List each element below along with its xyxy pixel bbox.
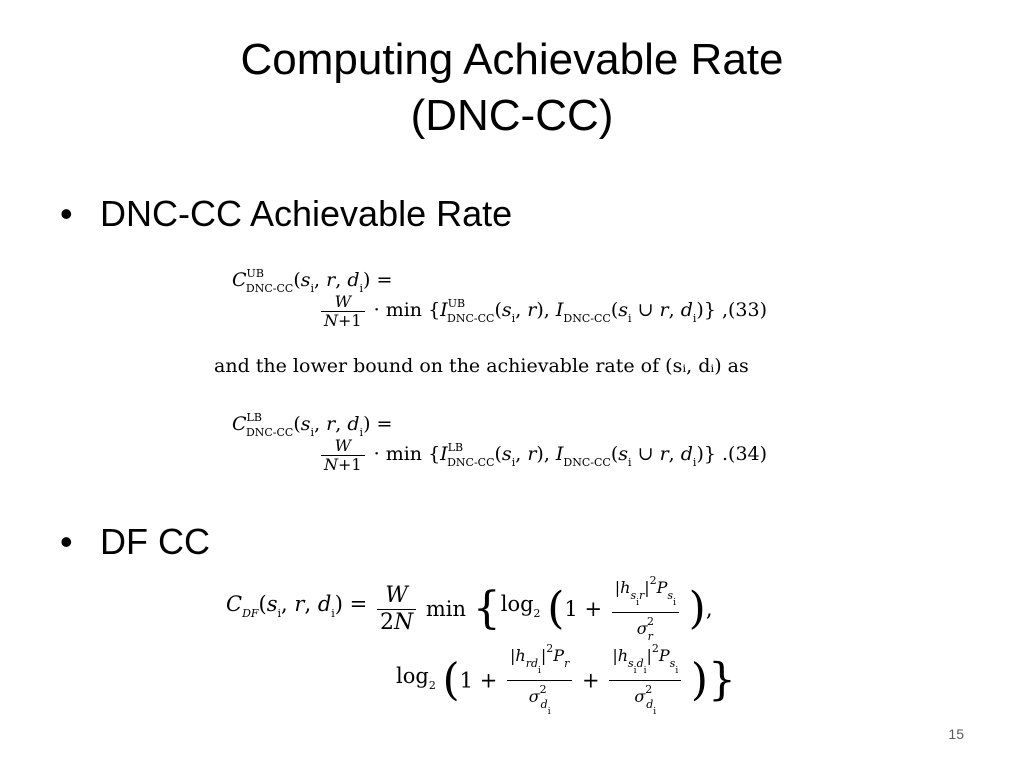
title-line-1: Computing Achievable Rate <box>240 35 784 84</box>
equation-34-line-1: $C^{LB}_{DNC-CC}(s_i$, r, $d_i$) = <box>232 411 393 439</box>
bullet-df-cc <box>60 520 210 564</box>
bullet-label: DF CC <box>100 521 210 562</box>
equation-34-line-2: $\frac{W}{N+1}$ · $\min \{I^{LB}_{DNC-CC}(s_i$, r), $I_{DNC-CC}(s_i$ ∪ r, $d_i$)} .(34) <box>318 436 767 475</box>
equation-33-line-1: $C^{UB}_{DNC-CC}(s_i$, r, $d_i$) = <box>232 267 393 295</box>
title-line-2: (DNC-CC) <box>410 91 614 140</box>
slide-title <box>0 32 1024 144</box>
equation-33-number: ,(33) <box>721 299 768 321</box>
bullet-dnc-cc <box>60 192 512 236</box>
bullet-icon: • <box>60 521 73 562</box>
equation-df-line-1: $C_{DF}(s_i$, r, $d_i$) = $\frac{W}{2N}$ $\min \{\log_2$ (1 + $\frac{|h_{s_ir}|^2P_{s_i}}{\sigma_r^2}$ ), <box>226 574 713 643</box>
page-number: 15 <box>948 726 964 742</box>
equation-connector-text: and the lower bound on the achievable rate of (sᵢ, dᵢ) as <box>214 355 749 377</box>
equation-df-line-2: $\log_2 (1$ + $\frac{|h_{rd_i}|^2P_r}{\sigma^2_{d_i}}$ + $\frac{|h_{s_id_i}|^2P_{s_i}}{\sigma^2_{d_i}}$ )} <box>396 642 737 717</box>
bullet-label: DNC-CC Achievable Rate <box>100 193 513 234</box>
equation-34-number: .(34) <box>722 443 768 465</box>
equation-33-line-2: $\frac{W}{N+1}$ · $\min \{I^{UB}_{DNC-CC}(s_i$, r), $I_{DNC-CC}(s_i$ ∪ r, $d_i$)} ,(33) <box>318 292 767 331</box>
bullet-icon: • <box>60 193 73 234</box>
